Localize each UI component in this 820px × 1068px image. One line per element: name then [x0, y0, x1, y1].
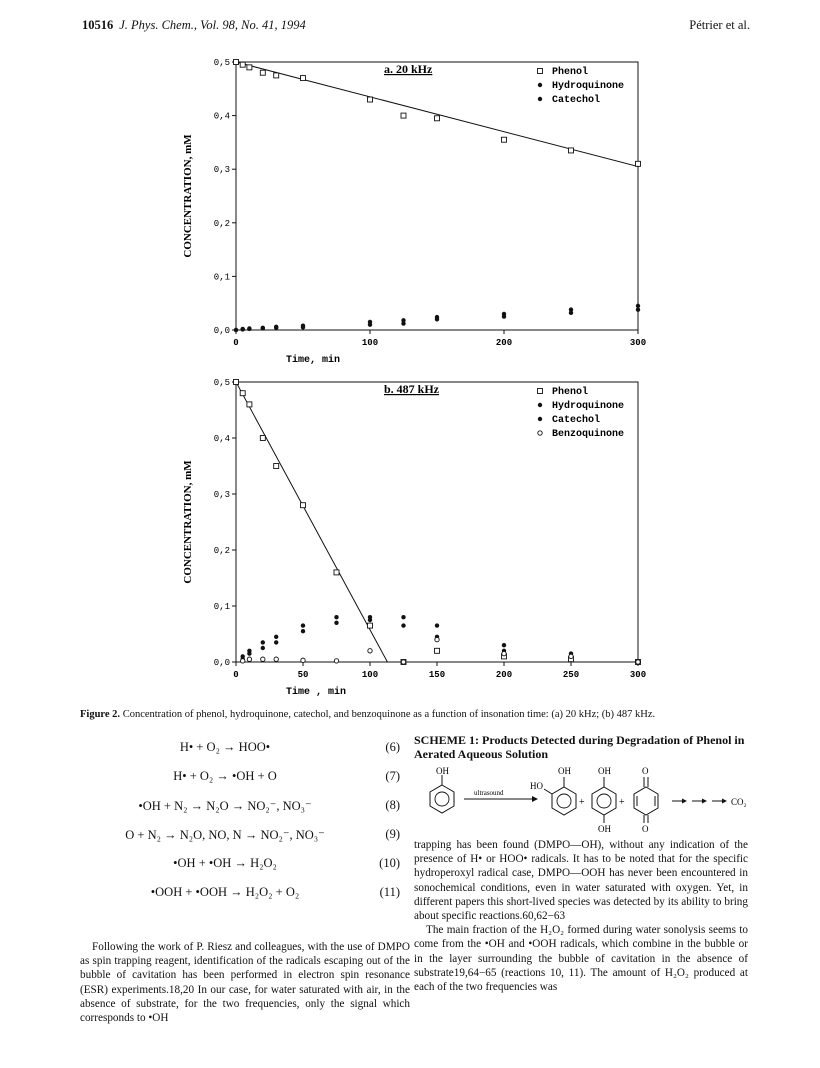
y-tick-label: 0,2	[213, 218, 230, 229]
equation-number: (6)	[385, 740, 400, 754]
right-column-text	[414, 838, 748, 994]
data-point-phenol	[274, 464, 279, 469]
data-point-catechol	[274, 640, 278, 644]
x-tick-label: 200	[495, 670, 513, 680]
data-point-catechol	[247, 651, 251, 655]
legend-marker	[538, 69, 543, 74]
x-tick-label: 0	[233, 338, 239, 348]
data-point-benzoquinone	[241, 659, 245, 663]
data-point-benzoquinone	[569, 654, 573, 658]
data-point-benzoquinone	[401, 660, 405, 664]
y-tick-label: 0,3	[213, 165, 230, 176]
ultrasound-arrow	[464, 789, 538, 802]
equation	[80, 740, 410, 769]
figure-caption	[80, 709, 760, 720]
data-point-catechol	[301, 325, 305, 329]
equation-number: (8)	[385, 798, 400, 812]
legend-label: Catechol	[552, 95, 601, 106]
data-point-catechol	[401, 321, 405, 325]
equation-expression: O + N₂ → N₂O, NO, N → NO₂⁻, NO₃⁻	[125, 828, 325, 842]
o-label: O	[642, 766, 649, 776]
fit-line	[236, 382, 387, 662]
header-authors: Pétrier et al.	[689, 18, 750, 32]
data-point-phenol	[334, 570, 339, 575]
data-point-phenol	[240, 391, 245, 396]
benzoquinone-structure	[634, 766, 658, 833]
co2-label: CO₂	[731, 797, 747, 807]
y-tick-label: 0,5	[213, 378, 230, 388]
data-point-phenol	[240, 62, 245, 67]
equation	[80, 798, 410, 827]
data-point-phenol	[368, 97, 373, 102]
figure-label: Figure 2.	[80, 709, 121, 720]
x-tick-label: 100	[361, 338, 379, 348]
data-point-catechol	[234, 328, 238, 332]
data-point-catechol	[241, 327, 245, 331]
data-point-phenol	[435, 116, 440, 121]
plus-sign: +	[579, 797, 585, 808]
data-point-benzoquinone	[502, 651, 506, 655]
y-tick-label: 0,1	[213, 602, 230, 612]
y-tick-label: 0,4	[213, 434, 230, 444]
data-point-hydroquinone	[301, 623, 305, 627]
data-point-phenol	[401, 113, 406, 118]
data-point-phenol	[636, 161, 641, 166]
data-point-benzoquinone	[334, 659, 338, 663]
data-point-phenol	[247, 402, 252, 407]
data-point-phenol	[260, 436, 265, 441]
oh-label: OH	[598, 824, 611, 833]
data-point-phenol	[301, 76, 306, 81]
chart-title: b. 487 kHz	[384, 382, 440, 396]
figure-caption-text: Concentration of phenol, hydroquinone, catechol, and benzoquinone as a function of insonation time: (a) 20 kHz; (b) 487 kHz.	[122, 709, 656, 720]
legend-label: Benzoquinone	[552, 429, 625, 440]
y-tick-label: 0,5	[213, 58, 230, 68]
y-axis-label: CONCENTRATION, mM	[182, 460, 194, 584]
x-tick-label: 300	[629, 338, 647, 348]
legend-marker	[538, 403, 542, 407]
data-point-benzoquinone	[301, 658, 305, 662]
x-tick-label: 300	[629, 670, 647, 680]
legend-label: Catechol	[552, 415, 601, 426]
equation-number: (11)	[379, 885, 400, 899]
plus-sign: +	[619, 797, 625, 808]
equation-number: (7)	[385, 769, 400, 783]
scheme-diagram	[414, 765, 754, 833]
ho-label: HO	[530, 781, 543, 791]
legend-marker	[538, 83, 542, 87]
data-point-phenol	[234, 60, 239, 65]
x-axis-label: Time, min	[286, 355, 341, 366]
legend-label: Hydroquinone	[552, 81, 625, 92]
equation-expression: •OH + N₂ → N₂O → NO₂⁻, NO₃⁻	[138, 799, 312, 813]
catechol-structure	[530, 766, 576, 815]
data-point-hydroquinone	[435, 623, 439, 627]
data-point-benzoquinone	[636, 660, 640, 664]
hydroquinone-structure	[592, 766, 616, 833]
equation-list	[80, 740, 410, 914]
data-point-phenol	[569, 148, 574, 153]
equation	[80, 885, 410, 914]
oh-label: OH	[558, 766, 571, 776]
scheme-title: SCHEME 1: Products Detected during Degradation of Phenol in Aerated Aqueous Solution	[414, 733, 745, 761]
data-point-catechol	[502, 314, 506, 318]
data-point-phenol	[234, 380, 239, 385]
equation-number: (9)	[385, 827, 400, 841]
paragraph: The main fraction of the H₂O₂ formed during water sonolysis seems to come from the •OH and •OOH radicals, which combine in the bubble or in the layer surrounding the bubble of cavitation in the absence of substrate19,64−65 (reactions 10, 11). The amount of H₂O₂ produced at each of the two frequencies was	[414, 924, 748, 994]
data-point-phenol	[274, 73, 279, 78]
equation-expression: •OOH + •OOH → H₂O₂ + O₂	[150, 885, 300, 899]
y-tick-label: 0,3	[213, 490, 230, 500]
data-point-benzoquinone	[261, 657, 265, 661]
x-axis-label: Time , min	[286, 687, 347, 698]
data-point-hydroquinone	[401, 615, 405, 619]
legend-marker	[538, 389, 543, 394]
legend-label: Phenol	[552, 387, 589, 398]
phenol-structure	[430, 766, 454, 813]
y-tick-label: 0,2	[213, 546, 230, 556]
x-tick-label: 0	[233, 670, 239, 680]
running-header	[82, 18, 306, 33]
chart-title: a. 20 kHz	[384, 62, 433, 76]
data-point-benzoquinone	[368, 649, 372, 653]
data-point-catechol	[334, 621, 338, 625]
data-point-catechol	[569, 311, 573, 315]
journal-citation: J. Phys. Chem., Vol. 98, No. 41, 1994	[119, 18, 306, 32]
degradation-arrows	[672, 797, 747, 807]
y-tick-label: 0,1	[213, 272, 230, 283]
data-point-benzoquinone	[274, 657, 278, 661]
paragraph: trapping has been found (DMPO—OH), without any indication of the presence of H• or HOO• radicals. It has to be noted that for the specific hydroperoxyl radical case, DMPO—OOH has never been encountered in sonochemical conditions, even in water saturated with oxygen. Yet, in different papers this short-lived species was detected by its ability to bring about specific reactions.60,62−63	[414, 839, 748, 923]
data-point-hydroquinone	[261, 640, 265, 644]
data-point-catechol	[368, 618, 372, 622]
data-point-hydroquinone	[502, 643, 506, 647]
x-tick-label: 100	[361, 670, 379, 680]
y-tick-label: 0,0	[213, 326, 230, 336]
chart-b-487khz	[0, 370, 820, 710]
data-point-hydroquinone	[274, 635, 278, 639]
data-point-catechol	[636, 307, 640, 311]
equation-expression: H• + O₂ → HOO•	[179, 740, 271, 754]
equation	[80, 856, 410, 885]
data-point-catechol	[301, 629, 305, 633]
equation	[80, 827, 410, 856]
equation-expression: H• + O₂ → •OH + O	[173, 769, 277, 783]
data-point-catechol	[435, 317, 439, 321]
equation-number: (10)	[379, 856, 400, 870]
data-point-hydroquinone	[334, 615, 338, 619]
data-point-phenol	[502, 137, 507, 142]
data-point-catechol	[261, 326, 265, 330]
legend-label: Phenol	[552, 67, 589, 78]
data-point-catechol	[274, 326, 278, 330]
data-point-catechol	[368, 322, 372, 326]
paragraph: Following the work of P. Riesz and colleagues, with the use of DMPO as spin trapping reagent, identification of the radicals escaping out of the bubble of cavitation has been performed in electron spin resonance (ESR) experiments.18,20 In our case, for water saturated with air, in the absence of substrate, for the two frequencies, only the signal which corresponds to •OH	[80, 941, 410, 1025]
legend-label: Hydroquinone	[552, 401, 625, 412]
y-tick-label: 0,4	[213, 111, 230, 122]
y-axis-label: CONCENTRATION, mM	[182, 134, 194, 258]
x-tick-label: 150	[428, 670, 446, 680]
y-tick-label: 0,0	[213, 658, 230, 668]
oh-label: OH	[436, 766, 449, 776]
left-column-text	[80, 940, 410, 1025]
legend-marker	[538, 431, 542, 435]
equation	[80, 769, 410, 798]
data-point-benzoquinone	[247, 657, 251, 661]
o-label: O	[642, 824, 649, 833]
equation-expression: •OH + •OH → H₂O₂	[173, 856, 277, 870]
data-point-benzoquinone	[435, 637, 439, 641]
data-point-phenol	[301, 503, 306, 508]
data-point-catechol	[261, 646, 265, 650]
legend-marker	[538, 417, 542, 421]
data-point-phenol	[435, 648, 440, 653]
legend-marker	[538, 97, 542, 101]
x-tick-label: 200	[495, 338, 513, 348]
page-number: 10516	[82, 18, 114, 32]
x-tick-label: 50	[297, 670, 309, 680]
data-point-phenol	[247, 65, 252, 70]
data-point-phenol	[368, 623, 373, 628]
x-tick-label: 250	[562, 670, 580, 680]
data-point-phenol	[260, 70, 265, 75]
data-point-catechol	[401, 623, 405, 627]
data-point-hydroquinone	[636, 304, 640, 308]
oh-label: OH	[598, 766, 611, 776]
data-point-catechol	[247, 327, 251, 331]
ultrasound-label: ultrasound	[474, 789, 504, 797]
